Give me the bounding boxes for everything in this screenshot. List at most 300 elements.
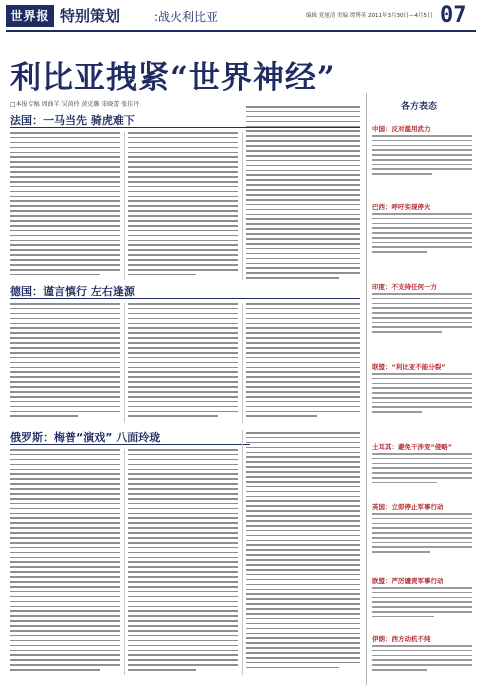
text-line — [128, 586, 238, 588]
text-line — [246, 613, 360, 615]
text-line — [10, 259, 120, 261]
article-body-france — [10, 132, 120, 279]
text-line — [246, 223, 360, 225]
text-line — [10, 586, 120, 588]
text-line — [10, 517, 120, 519]
text-line — [372, 232, 472, 234]
text-line — [128, 357, 238, 359]
text-line — [372, 537, 472, 539]
text-line — [10, 327, 120, 329]
text-line — [10, 571, 120, 573]
text-line — [128, 196, 238, 198]
text-line — [128, 571, 238, 573]
text-line — [128, 191, 238, 193]
sidebar-item-heading: 英国：立即停止军事行动 — [372, 503, 444, 511]
text-line — [246, 248, 360, 250]
sidebar-item — [372, 282, 472, 336]
text-line — [128, 650, 238, 652]
text-line — [10, 654, 120, 656]
text-line — [246, 332, 360, 334]
text-line — [10, 601, 120, 603]
text-line — [10, 669, 100, 671]
text-line — [10, 561, 120, 563]
text-line — [128, 566, 238, 568]
text-line — [246, 401, 360, 403]
text-line — [246, 179, 360, 181]
text-line — [372, 392, 472, 394]
text-line — [246, 452, 360, 454]
text-line — [10, 473, 120, 475]
text-line — [10, 547, 120, 549]
text-line — [128, 401, 238, 403]
text-line — [10, 210, 120, 212]
text-line — [128, 459, 238, 461]
text-line — [10, 478, 120, 480]
text-line — [128, 186, 238, 188]
text-line — [246, 130, 360, 132]
text-line — [246, 618, 360, 620]
text-line — [10, 527, 120, 529]
text-line — [128, 166, 238, 168]
text-line — [10, 215, 120, 217]
text-line — [128, 230, 238, 232]
text-line — [246, 352, 360, 354]
page-header — [0, 0, 481, 34]
text-line — [246, 170, 360, 172]
text-line — [372, 669, 427, 671]
text-line — [128, 532, 238, 534]
text-line — [246, 642, 360, 644]
text-line — [246, 318, 360, 320]
text-line — [372, 227, 472, 229]
text-line — [10, 449, 120, 451]
article-body-russia — [128, 449, 238, 674]
text-line — [246, 491, 360, 493]
text-line — [10, 459, 120, 461]
text-line — [246, 308, 360, 310]
sidebar-item — [372, 576, 472, 620]
text-line — [10, 610, 120, 612]
text-line — [246, 258, 360, 260]
text-line — [128, 323, 238, 325]
text-line — [246, 628, 360, 630]
text-line — [128, 171, 238, 173]
text-line — [372, 616, 434, 618]
text-line — [128, 367, 238, 369]
text-line — [372, 527, 472, 529]
text-line — [128, 635, 238, 637]
text-line — [246, 218, 360, 220]
text-line — [246, 496, 360, 498]
text-line — [128, 249, 238, 251]
text-line — [372, 645, 472, 647]
text-line — [128, 517, 238, 519]
text-line — [128, 205, 238, 207]
text-line — [372, 551, 430, 553]
text-line — [10, 464, 120, 466]
sidebar-item — [372, 202, 472, 256]
text-line — [246, 347, 360, 349]
text-line — [246, 303, 360, 305]
text-line — [372, 326, 472, 328]
text-line — [128, 176, 238, 178]
text-line — [246, 189, 360, 191]
text-line — [128, 561, 238, 563]
text-line — [128, 503, 238, 505]
text-line — [10, 581, 120, 583]
text-line — [246, 510, 360, 512]
text-line — [10, 342, 120, 344]
text-line — [246, 116, 360, 118]
text-line — [128, 610, 238, 612]
sidebar-item — [372, 124, 472, 178]
text-line — [128, 396, 238, 398]
text-line — [128, 483, 238, 485]
text-line — [246, 608, 360, 610]
text-line — [128, 210, 238, 212]
text-line — [372, 213, 472, 215]
text-line — [246, 111, 360, 113]
text-line — [10, 386, 120, 388]
text-line — [128, 591, 238, 593]
text-line — [372, 587, 472, 589]
text-line — [372, 523, 472, 525]
sidebar-item — [372, 362, 472, 416]
text-line — [128, 669, 196, 671]
text-line — [128, 576, 238, 578]
text-line — [246, 263, 360, 265]
text-line — [372, 592, 472, 594]
text-line — [246, 376, 360, 378]
text-line — [10, 542, 120, 544]
text-line — [128, 488, 238, 490]
text-line — [246, 272, 360, 274]
text-line — [10, 244, 120, 246]
text-line — [128, 132, 238, 134]
text-line — [128, 508, 238, 510]
section-rule — [10, 444, 250, 445]
text-line — [128, 259, 238, 261]
text-line — [10, 596, 120, 598]
text-line — [10, 615, 120, 617]
text-line — [128, 347, 238, 349]
text-line — [372, 513, 472, 515]
text-line — [246, 515, 360, 517]
text-line — [10, 552, 120, 554]
text-line — [10, 357, 120, 359]
text-line — [372, 472, 472, 474]
text-line — [246, 544, 360, 546]
text-line — [246, 396, 360, 398]
byline: □本报专稿 周曲羊 吴茵玲 黄克璐 宋晓蕾 张佳丹 — [10, 101, 140, 108]
text-line — [128, 449, 238, 451]
text-line — [128, 391, 238, 393]
sidebar-item-heading: 土耳其：避免干涉变“侵略” — [372, 443, 453, 451]
text-line — [128, 235, 238, 237]
text-line — [246, 327, 360, 329]
text-line — [372, 463, 472, 465]
text-line — [10, 186, 120, 188]
text-line — [372, 458, 472, 460]
text-line — [10, 606, 120, 608]
text-line — [10, 396, 120, 398]
text-line — [10, 508, 120, 510]
article-body-france — [128, 132, 238, 279]
text-line — [128, 352, 238, 354]
text-line — [246, 486, 360, 488]
text-line — [246, 603, 360, 605]
text-line — [246, 228, 360, 230]
text-line — [10, 557, 120, 559]
text-line — [372, 411, 422, 413]
text-line — [246, 525, 360, 527]
text-line — [246, 466, 360, 468]
text-line — [10, 313, 120, 315]
text-line — [372, 293, 472, 295]
text-line — [128, 137, 238, 139]
text-line — [128, 200, 238, 202]
text-line — [10, 537, 120, 539]
text-line — [246, 106, 360, 108]
section-title-france: 法国：一马当先 骑虎难下 — [10, 114, 135, 127]
text-line — [372, 406, 472, 408]
text-line — [246, 593, 360, 595]
text-line — [246, 456, 360, 458]
text-line — [246, 637, 360, 639]
text-line — [246, 174, 360, 176]
text-line — [128, 645, 238, 647]
text-line — [10, 147, 120, 149]
text-line — [128, 220, 238, 222]
text-line — [128, 406, 238, 408]
text-line — [246, 633, 360, 635]
text-line — [246, 505, 360, 507]
text-line — [246, 579, 360, 581]
text-line — [128, 264, 238, 266]
section-sublabel: :战火利比亚 — [154, 10, 219, 24]
text-line — [372, 251, 427, 253]
text-line — [10, 352, 120, 354]
sidebar-item-heading: 巴西：呼吁实现停火 — [372, 203, 431, 211]
text-line — [246, 155, 360, 157]
text-line — [246, 150, 360, 152]
text-line — [128, 381, 238, 383]
text-line — [10, 181, 120, 183]
text-line — [128, 601, 238, 603]
text-line — [10, 269, 120, 271]
text-line — [246, 323, 360, 325]
text-line — [10, 411, 120, 413]
text-line — [10, 635, 120, 637]
text-line — [128, 498, 238, 500]
text-line — [128, 308, 238, 310]
text-line — [10, 391, 120, 393]
sidebar-item-heading: 中国：反对滥用武力 — [372, 125, 431, 133]
text-line — [246, 342, 360, 344]
text-line — [10, 205, 120, 207]
text-line — [10, 337, 120, 339]
text-line — [10, 371, 120, 373]
text-line — [10, 659, 120, 661]
text-line — [10, 362, 120, 364]
sidebar-item-heading: 伊朗：西方动机不纯 — [372, 635, 431, 643]
text-line — [246, 386, 360, 388]
text-line — [246, 652, 360, 654]
text-line — [10, 367, 120, 369]
text-line — [246, 209, 360, 211]
sidebar-item-heading: 联盟：“利比亚不能分裂” — [372, 363, 446, 371]
sidebar-item — [372, 442, 472, 486]
text-line — [128, 547, 238, 549]
text-line — [372, 237, 472, 239]
text-line — [372, 168, 472, 170]
text-line — [10, 381, 120, 383]
text-line — [128, 337, 238, 339]
text-line — [246, 569, 360, 571]
column-divider — [242, 303, 243, 423]
section-title-germany: 德国：谨言慎行 左右逢源 — [10, 285, 135, 298]
text-line — [128, 464, 238, 466]
text-line — [128, 161, 238, 163]
text-line — [372, 482, 437, 484]
section-label: 特别策划 — [60, 7, 121, 25]
text-line — [128, 478, 238, 480]
text-line — [10, 498, 120, 500]
text-line — [128, 142, 238, 144]
text-line — [246, 584, 360, 586]
text-line — [128, 557, 238, 559]
text-line — [246, 337, 360, 339]
article-body-germany — [128, 303, 238, 420]
text-line — [128, 240, 238, 242]
text-line — [246, 647, 360, 649]
text-line — [128, 640, 238, 642]
section-rule — [10, 298, 360, 299]
text-line — [246, 662, 360, 664]
text-line — [372, 397, 472, 399]
text-line — [246, 165, 360, 167]
text-line — [10, 323, 120, 325]
text-line — [10, 469, 120, 471]
text-line — [372, 246, 472, 248]
text-line — [128, 522, 238, 524]
text-line — [10, 220, 120, 222]
text-line — [10, 664, 120, 666]
section-sub-text: 战火利比亚 — [158, 10, 219, 24]
article-body-russia — [10, 449, 120, 674]
text-line — [10, 347, 120, 349]
text-line — [372, 611, 472, 613]
text-line — [372, 312, 472, 314]
text-line — [372, 164, 472, 166]
text-line — [128, 552, 238, 554]
text-line — [372, 453, 472, 455]
text-line — [246, 540, 360, 542]
text-line — [372, 154, 472, 156]
sidebar-item-heading: 欧盟：严厉谴责军事行动 — [372, 577, 444, 585]
text-line — [246, 437, 360, 439]
text-line — [10, 166, 120, 168]
text-line — [246, 140, 360, 142]
text-line — [372, 387, 472, 389]
text-line — [372, 307, 472, 309]
text-line — [128, 376, 238, 378]
text-line — [128, 415, 218, 417]
text-line — [246, 371, 360, 373]
edition-meta: 编辑 党旭清 美编 谭博英 2011年3月30日—4月5日 — [306, 13, 433, 19]
article-body-germany — [246, 303, 360, 420]
text-line — [372, 373, 472, 375]
text-line — [128, 342, 238, 344]
text-line — [372, 601, 472, 603]
text-line — [10, 640, 120, 642]
text-line — [372, 467, 472, 469]
text-line — [372, 655, 472, 657]
text-line — [246, 554, 360, 556]
text-line — [246, 406, 360, 408]
text-line — [128, 215, 238, 217]
text-line — [372, 518, 472, 520]
text-line — [246, 598, 360, 600]
text-line — [246, 476, 360, 478]
text-line — [128, 152, 238, 154]
text-line — [246, 313, 360, 315]
text-line — [128, 527, 238, 529]
text-line — [246, 204, 360, 206]
text-line — [10, 488, 120, 490]
text-line — [246, 253, 360, 255]
section-title-russia: 俄罗斯：梅普“演戏” 八面玲珑 — [10, 431, 161, 444]
text-line — [128, 147, 238, 149]
text-line — [128, 274, 196, 276]
text-line — [372, 383, 472, 385]
text-line — [128, 513, 238, 515]
text-line — [128, 386, 238, 388]
text-line — [246, 415, 317, 417]
text-line — [372, 317, 472, 319]
text-line — [246, 184, 360, 186]
text-line — [128, 362, 238, 364]
text-line — [128, 469, 238, 471]
text-line — [372, 173, 432, 175]
text-line — [372, 477, 472, 479]
text-line — [246, 447, 360, 449]
text-line — [372, 402, 472, 404]
text-line — [128, 625, 238, 627]
text-line — [10, 225, 120, 227]
text-line — [10, 308, 120, 310]
text-line — [246, 381, 360, 383]
text-line — [372, 149, 472, 151]
text-line — [246, 481, 360, 483]
text-line — [128, 254, 238, 256]
text-line — [10, 156, 120, 158]
text-line — [246, 535, 360, 537]
text-line — [246, 362, 360, 364]
text-line — [246, 277, 339, 279]
text-line — [10, 493, 120, 495]
text-line — [128, 493, 238, 495]
text-line — [10, 161, 120, 163]
text-line — [128, 244, 238, 246]
sidebar-item — [372, 634, 472, 674]
column-divider — [242, 132, 243, 280]
text-line — [10, 142, 120, 144]
text-line — [10, 591, 120, 593]
text-line — [372, 606, 472, 608]
text-line — [10, 196, 120, 198]
text-line — [372, 331, 442, 333]
